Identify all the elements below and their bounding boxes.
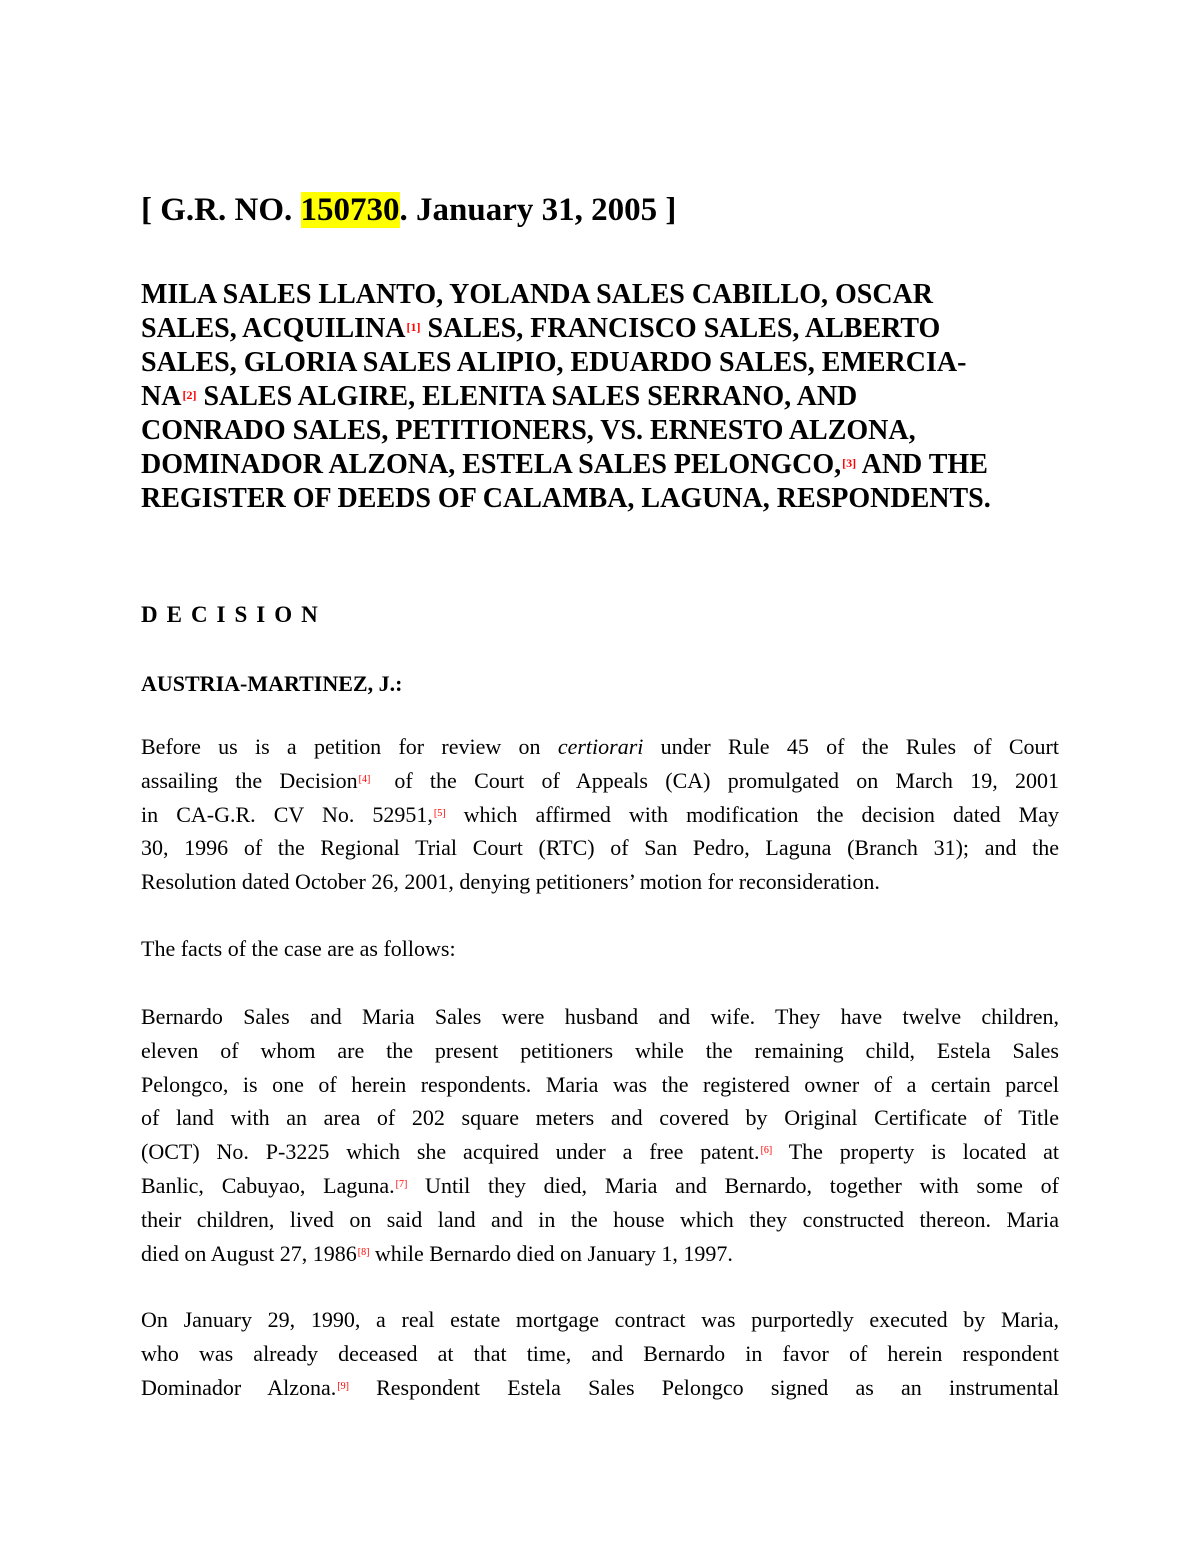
paragraph-mortgage	[141, 1303, 1059, 1404]
case-date: . January 31, 2005 ]	[399, 192, 677, 228]
text-run: while Bernardo died on January 1, 1997.	[369, 1240, 733, 1266]
parties-line: CONRADO SALES, PETITIONERS, VS. ERNESTO ALZONA,	[141, 415, 916, 446]
text-run: Respondent Estela Sales Pelongco signed as an instrumental	[348, 1374, 1059, 1400]
footnote-ref[interactable]: [3]	[842, 456, 857, 470]
footnote-ref[interactable]: [7]	[395, 1178, 408, 1190]
decision-heading: DECISION	[141, 602, 327, 627]
paragraph-line: The facts of the case are as follows:	[141, 936, 456, 961]
paragraph-line: 30, 1996 of the Regional Trial Court (RTC) of San Pedro, Laguna (Branch 31); and the	[141, 835, 1059, 861]
footnote-ref[interactable]: [8]	[357, 1246, 370, 1258]
footnote-ref[interactable]: [9]	[337, 1380, 349, 1392]
parties-text: SALES ALGIRE, ELENITA SALES SERRANO, AND	[196, 381, 858, 412]
text-run: Before us is a petition for review on	[141, 734, 558, 759]
text-run: Dominador Alzona.	[141, 1374, 337, 1400]
parties-line: MILA SALES LLANTO, YOLANDA SALES CABILLO, OSCAR	[141, 279, 933, 310]
footnote-ref[interactable]: [4]	[358, 773, 371, 785]
parties-text: SALES, ACQUILINA	[141, 313, 406, 344]
case-number-heading	[141, 192, 676, 229]
paragraph-line	[141, 730, 1059, 764]
footnote-ref[interactable]: [6]	[760, 1145, 773, 1157]
parties-line	[141, 312, 1061, 346]
ponente-heading: AUSTRIA-MARTINEZ, J.:	[141, 671, 403, 696]
paragraph-line	[141, 1169, 1059, 1203]
parties-text: SALES, FRANCISCO SALES, ALBERTO	[420, 313, 941, 344]
paragraph-line: eleven of whom are the present petitioners while the remaining child, Estela Sales	[141, 1037, 1059, 1063]
paragraph-intro	[141, 730, 1059, 899]
text-run: (OCT) No. P-3225 which she acquired under a free patent.	[141, 1139, 760, 1165]
footnote-ref[interactable]: [2]	[182, 388, 197, 402]
italic-term: certiorari	[557, 734, 644, 759]
case-number-highlighted: 150730	[300, 192, 400, 228]
parties-text: AND THE	[856, 449, 988, 480]
text-run: assailing the Decision	[141, 767, 358, 793]
paragraph-line: Pelongco, is one of herein respondents. Maria was the registered owner of a certain parcel	[141, 1071, 1059, 1097]
paragraph-line	[141, 764, 1059, 798]
paragraph-facts-intro	[141, 932, 1059, 966]
parties-line: REGISTER OF DEEDS OF CALAMBA, LAGUNA, RESPONDENTS.	[141, 483, 991, 514]
case-parties	[141, 278, 1061, 516]
text-run: which affirmed with modification the decision dated May	[445, 801, 1059, 827]
paragraph-line: Resolution dated October 26, 2001, denying petitioners’ motion for reconsideration.	[141, 869, 880, 895]
parties-text: DOMINADOR ALZONA, ESTELA SALES PELONGCO,	[141, 449, 842, 480]
paragraph-line	[141, 798, 1059, 832]
paragraph-facts	[141, 1000, 1059, 1270]
parties-line	[141, 448, 1061, 482]
parties-line: SALES, GLORIA SALES ALIPIO, EDUARDO SALES, EMERCIA-	[141, 347, 967, 378]
paragraph-line: their children, lived on said land and in the house which they constructed thereon. Maria	[141, 1206, 1059, 1232]
paragraph-line: who was already deceased at that time, and Bernardo in favor of herein respondent	[141, 1340, 1059, 1366]
paragraph-line	[141, 1237, 1059, 1271]
case-number-prefix: [ G.R. NO.	[141, 192, 301, 228]
text-run: under Rule 45 of the Rules of Court	[643, 734, 1059, 759]
parties-line	[141, 380, 1061, 414]
paragraph-line	[141, 1371, 1059, 1405]
text-run: died on August 27, 1986	[141, 1240, 357, 1266]
paragraph-line: of land with an area of 202 square meters and covered by Original Certificate of Title	[141, 1105, 1059, 1131]
footnote-ref[interactable]: [5]	[433, 807, 446, 819]
text-run: of the Court of Appeals (CA) promulgated on March 19, 2001	[394, 767, 1059, 793]
text-run: Banlic, Cabuyao, Laguna.	[141, 1172, 395, 1198]
text-run: The property is located at	[772, 1139, 1059, 1165]
paragraph-line	[141, 1135, 1059, 1169]
parties-text: NA	[141, 381, 182, 412]
footnote-ref[interactable]: [1]	[406, 320, 421, 334]
text-run: Until they died, Maria and Bernardo, together with some of	[407, 1172, 1059, 1198]
text-run: in CA-G.R. CV No. 52951,	[141, 801, 433, 827]
paragraph-line: On January 29, 1990, a real estate mortgage contract was purportedly executed by Maria,	[141, 1307, 1059, 1332]
paragraph-line: Bernardo Sales and Maria Sales were husband and wife. They have twelve children,	[141, 1004, 1059, 1029]
